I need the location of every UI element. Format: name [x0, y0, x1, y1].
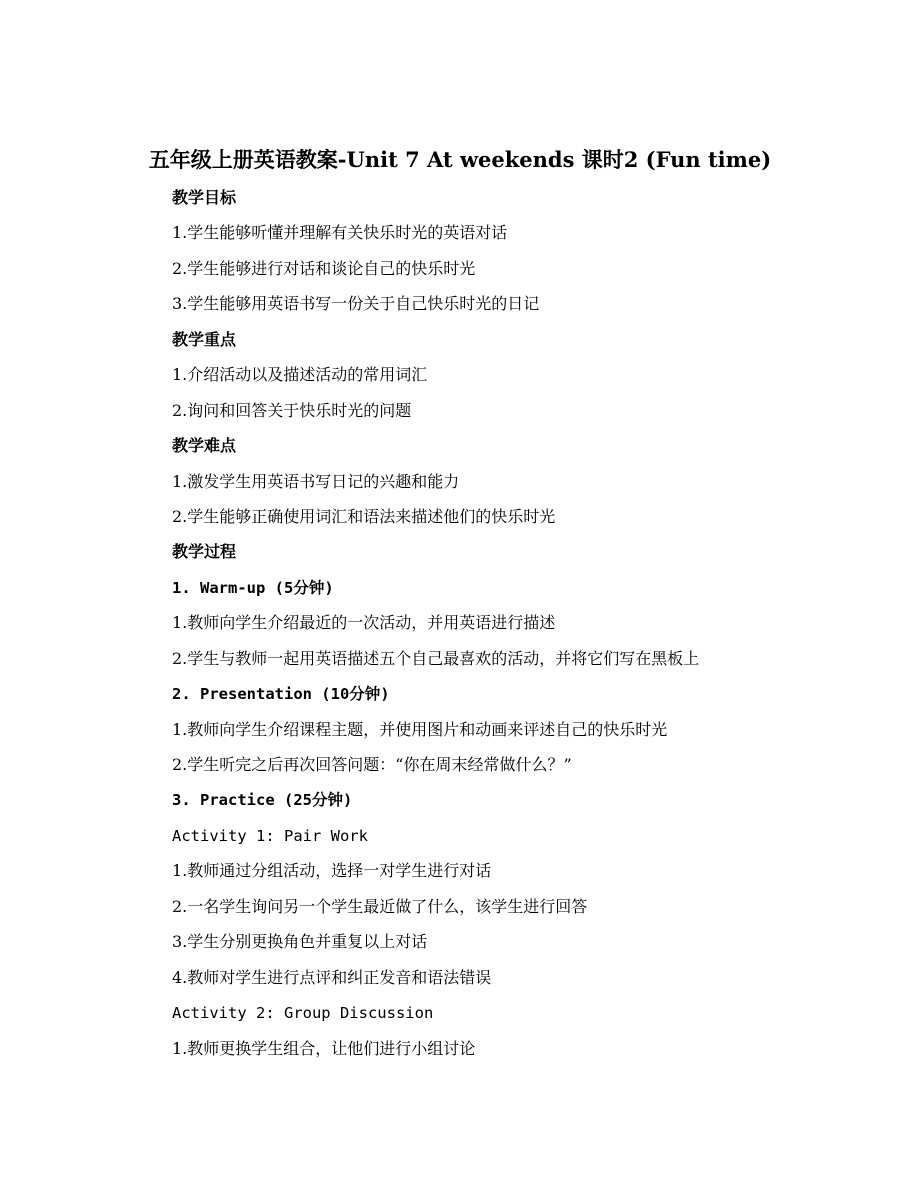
activity-heading-group-discussion: Activity 2: Group Discussion: [172, 1004, 434, 1023]
paragraph-line: 2.学生能够进行对话和谈论自己的快乐时光: [172, 258, 476, 278]
paragraph-line: 2.学生能够正确使用词汇和语法来描述他们的快乐时光: [172, 506, 556, 526]
section-heading-difficulties: 教学难点: [172, 436, 237, 456]
section-heading-objectives: 教学目标: [172, 188, 237, 207]
document-title: 五年级上册英语教案-Unit 7 At weekends 课时2 (Fun time): [148, 147, 772, 172]
paragraph-line: 1.介绍活动以及描述活动的常用词汇: [172, 365, 428, 385]
paragraph-line: 2.学生与教师一起用英语描述五个自己最喜欢的活动，并将它们写在黑板上: [172, 648, 700, 668]
paragraph-line: 1.教师向学生介绍课程主题，并使用图片和动画来评述自己的快乐时光: [172, 719, 668, 739]
subsection-heading-practice: 3. Practice (25分钟): [172, 791, 353, 810]
paragraph-line: 1.教师更换学生组合，让他们进行小组讨论: [172, 1038, 476, 1058]
paragraph-line: 2.询问和回答关于快乐时光的问题: [172, 400, 412, 420]
subsection-heading-warm-up: 1. Warm-up (5分钟): [172, 578, 334, 597]
paragraph-line: 4.教师对学生进行点评和纠正发音和语法错误: [172, 967, 492, 987]
paragraph-line: 1.学生能够听懂并理解有关快乐时光的英语对话: [172, 223, 508, 243]
section-heading-process: 教学过程: [172, 542, 237, 562]
paragraph-line: 1.教师通过分组活动，选择一对学生进行对话: [172, 861, 492, 881]
paragraph-line: 3.学生分别更换角色并重复以上对话: [172, 932, 428, 952]
paragraph-line: 1.激发学生用英语书写日记的兴趣和能力: [172, 471, 460, 491]
subsection-heading-presentation: 2. Presentation (10分钟): [172, 685, 390, 704]
paragraph-line: 2.学生听完之后再次回答问题：“你在周末经常做什么？”: [172, 755, 572, 774]
section-heading-key-points: 教学重点: [172, 329, 237, 349]
document-content: [172, 186, 872, 1072]
activity-heading-pair-work: Activity 1: Pair Work: [172, 826, 368, 845]
paragraph-line: 2.一名学生询问另一个学生最近做了什么，该学生进行回答: [172, 896, 588, 916]
paragraph-line: 1.教师向学生介绍最近的一次活动，并用英语进行描述: [172, 613, 556, 633]
paragraph-line: 3.学生能够用英语书写一份关于自己快乐时光的日记: [172, 294, 540, 314]
